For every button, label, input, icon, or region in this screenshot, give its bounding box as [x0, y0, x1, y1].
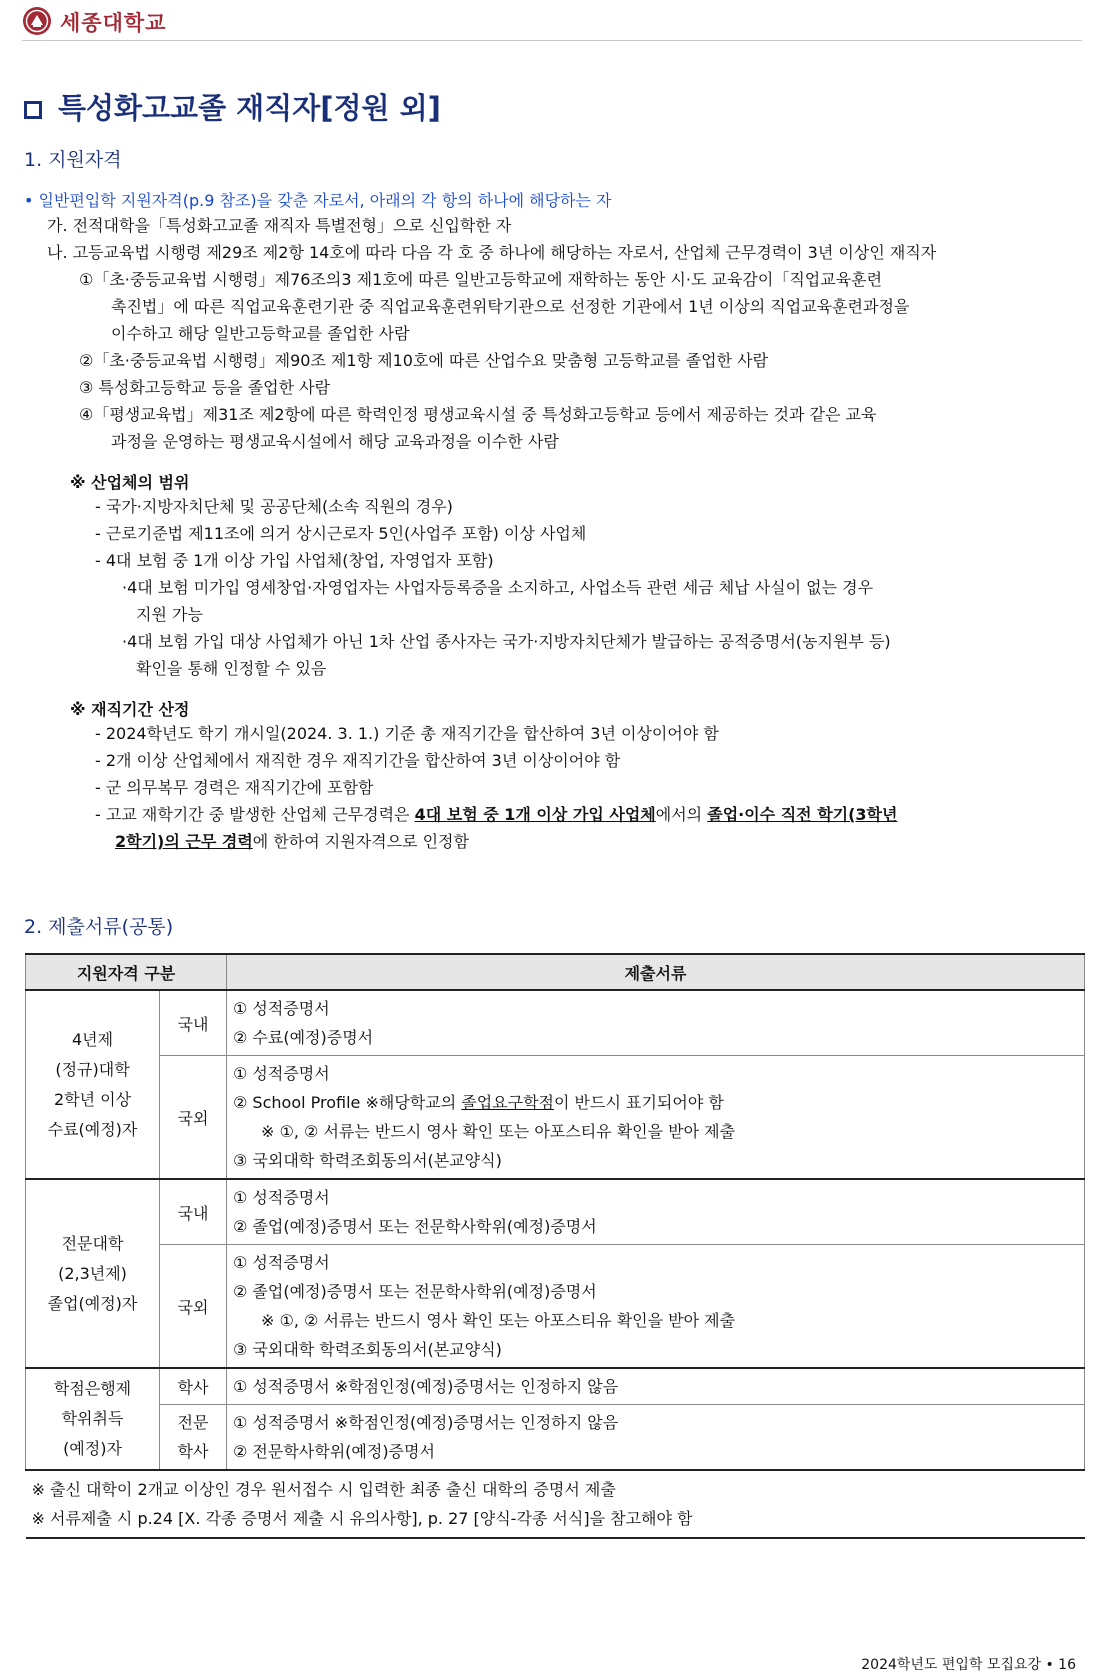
cell-text-line: 수료(예정)자: [47, 1119, 138, 1139]
section-heading-documents: 2. 제출서류(공통): [24, 916, 174, 938]
docs-cell: ① 성적증명서 ※학점인정(예정)증명서는 인정하지 않음: [227, 1368, 1085, 1405]
docs-cell: ① 성적증명서 ② School Profile ※해당학교의 졸업요구학점이 반드시 표기되어야 함 ※ ①, ② 서류는 반드시 영사 확인 또는 아포스티유 확인을 받아 제출 ③ 국외대학 학력조회동의서(본교양식): [227, 1056, 1085, 1180]
tenure-line: - 2개 이상 산업체에서 재직한 경우 재직기간을 합산하여 3년 이상이어야 함: [95, 751, 621, 770]
cell-text-line: 전문: [177, 1413, 209, 1432]
qualification-bullet: • 일반편입학 지원자격(p.9 참조)을 갖춘 자로서, 아래의 각 항의 하나에 해당하는 자: [24, 191, 612, 210]
type-cell: 국외: [160, 1056, 227, 1180]
checkbox-square-icon: [24, 101, 42, 119]
cell-text-line: 학점은행제: [53, 1379, 132, 1398]
industry-line: - 4대 보험 중 1개 이상 가입 사업체(창업, 자영업자 포함): [95, 551, 494, 570]
industry-line: 지원 가능: [136, 605, 203, 624]
page-header: [22, 4, 1082, 41]
table-header: 제출서류: [227, 954, 1085, 990]
tenure-heading: ※ 재직기간 산정: [70, 700, 190, 719]
industry-line: 확인을 통해 인정할 수 있음: [136, 659, 327, 678]
sub-item-3: ③ 특성화고등학교 등을 졸업한 사람: [79, 378, 331, 397]
tenure-line: - 군 의무복무 경력은 재직기간에 포함함: [95, 778, 374, 797]
university-seal-icon: [22, 6, 52, 36]
table-row: [26, 1179, 1085, 1245]
type-cell: [160, 1405, 227, 1471]
type-cell: 국내: [160, 1179, 227, 1245]
tenure-line: - 2024학년도 학기 개시일(2024. 3. 1.) 기준 총 재직기간을 합산하여 3년 이상이어야 함: [95, 724, 719, 743]
industry-line: ·4대 보험 미가입 영세창업·자영업자는 사업자등록증을 소지하고, 사업소득 관련 세금 체납 사실이 없는 경우: [122, 578, 874, 597]
qualification-item-na: 나. 고등교육법 시행령 제29조 제2항 14호에 따라 다음 각 호 중 하나에 해당하는 자로서, 산업체 근무경력이 3년 이상인 재직자: [47, 243, 937, 262]
page-footer: 2024학년도 편입학 모집요강 • 16: [861, 1657, 1076, 1673]
type-cell: 학사: [160, 1368, 227, 1405]
table-notes-row: [26, 1470, 1085, 1538]
table-header-row: [26, 954, 1085, 990]
qualification-item-ga: 가. 전적대학을「특성화고교졸 재직자 특별전형」으로 신입학한 자: [47, 216, 512, 235]
industry-line: ·4대 보험 가입 대상 사업체가 아닌 1차 산업 종사자는 국가·지방자치단체가 발급하는 공적증명서(농지원부 등): [122, 632, 891, 651]
cell-text-line: (정규)대학: [55, 1059, 130, 1079]
category-cell: [26, 1179, 160, 1368]
documents-table: [25, 953, 1085, 1539]
university-name: 세종대학교: [60, 11, 167, 35]
docs-cell: ① 성적증명서 ② 졸업(예정)증명서 또는 전문학사학위(예정)증명서 ※ ①, ② 서류는 반드시 영사 확인 또는 아포스티유 확인을 받아 제출 ③ 국외대학 학력조회동의서(본교양식): [227, 1245, 1085, 1369]
industry-scope-heading: ※ 산업체의 범위: [70, 473, 190, 492]
cell-text-line: (2,3년제): [58, 1263, 127, 1283]
category-cell: [26, 990, 160, 1179]
note-line: ※ 출신 대학이 2개교 이상인 경우 원서접수 시 입력한 최종 출신 대학의 증명서 제출: [31, 1480, 616, 1499]
cell-text-line: 졸업(예정)자: [47, 1293, 138, 1313]
tenure-line: 2학기)의 근무 경력에 한하여 지원자격으로 인정함: [115, 832, 469, 851]
type-cell: 국외: [160, 1245, 227, 1369]
underlined-text: 졸업·이수 직전 학기(3학년: [707, 805, 898, 824]
sub-item-1: ①「초·중등교육법 시행령」제76조의3 제1호에 따른 일반고등학교에 재학하는 동안 시·도 교육감이「직업교육훈련: [79, 270, 883, 289]
cell-text-line: 2학년 이상: [53, 1089, 132, 1109]
docs-cell: ① 성적증명서 ② 졸업(예정)증명서 또는 전문학사학위(예정)증명서: [227, 1179, 1085, 1245]
table-row: [26, 1245, 1085, 1369]
page-title: 특성화고교졸 재직자[정원 외]: [24, 86, 441, 127]
cell-text-line: 학사: [177, 1442, 209, 1461]
industry-line: - 근로기준법 제11조에 의거 상시근로자 5인(사업주 포함) 이상 사업체: [95, 524, 587, 543]
category-cell: [26, 1368, 160, 1470]
table-row: [26, 1056, 1085, 1180]
cell-text-line: 4년제: [71, 1029, 114, 1049]
sub-item-1-cont: 이수하고 해당 일반고등학교를 졸업한 사람: [111, 324, 410, 343]
table-row: [26, 1368, 1085, 1405]
section-heading-qualification: 1. 지원자격: [24, 149, 122, 171]
table-header: 지원자격 구분: [26, 954, 227, 990]
docs-cell: ① 성적증명서 ※학점인정(예정)증명서는 인정하지 않음 ② 전문학사학위(예정)증명서: [227, 1405, 1085, 1471]
sub-item-1-cont: 촉진법」에 따른 직업교육훈련기관 중 직업교육훈련위탁기관으로 선정한 기관에서 1년 이상의 직업교육훈련과정을: [111, 297, 910, 316]
table-row: [26, 1405, 1085, 1471]
underlined-text: 졸업요구학점: [461, 1093, 554, 1112]
docs-cell: ① 성적증명서 ② 수료(예정)증명서: [227, 990, 1085, 1056]
underlined-text: 2학기)의 근무 경력: [115, 832, 253, 851]
cell-text-line: (예정)자: [63, 1439, 122, 1458]
note-line: ※ 서류제출 시 p.24 [Ⅹ. 각종 증명서 제출 시 유의사항], p. 27 [양식-각종 서식]을 참고해야 함: [31, 1509, 693, 1528]
notes-cell: [26, 1470, 1085, 1538]
industry-line: - 국가·지방자치단체 및 공공단체(소속 직원의 경우): [95, 497, 453, 516]
underlined-text: 4대 보험 중 1개 이상 가입 사업체: [414, 805, 656, 824]
tenure-line: - 고교 재학기간 중 발생한 산업체 근무경력은 4대 보험 중 1개 이상 가입 사업체에서의 졸업·이수 직전 학기(3학년: [95, 805, 898, 824]
type-cell: 국내: [160, 990, 227, 1056]
sub-item-4: ④「평생교육법」제31조 제2항에 따른 학력인정 평생교육시설 중 특성화고등학교 등에서 제공하는 것과 같은 교육: [79, 405, 877, 424]
sub-item-4-cont: 과정을 운영하는 평생교육시설에서 해당 교육과정을 이수한 사람: [111, 432, 559, 451]
cell-text-line: 전문대학: [61, 1233, 124, 1253]
cell-text-line: 학위취득: [61, 1409, 124, 1428]
table-row: [26, 990, 1085, 1056]
sub-item-2: ②「초·중등교육법 시행령」제90조 제1항 제10호에 따른 산업수요 맞춤형 고등학교를 졸업한 사람: [79, 351, 769, 370]
